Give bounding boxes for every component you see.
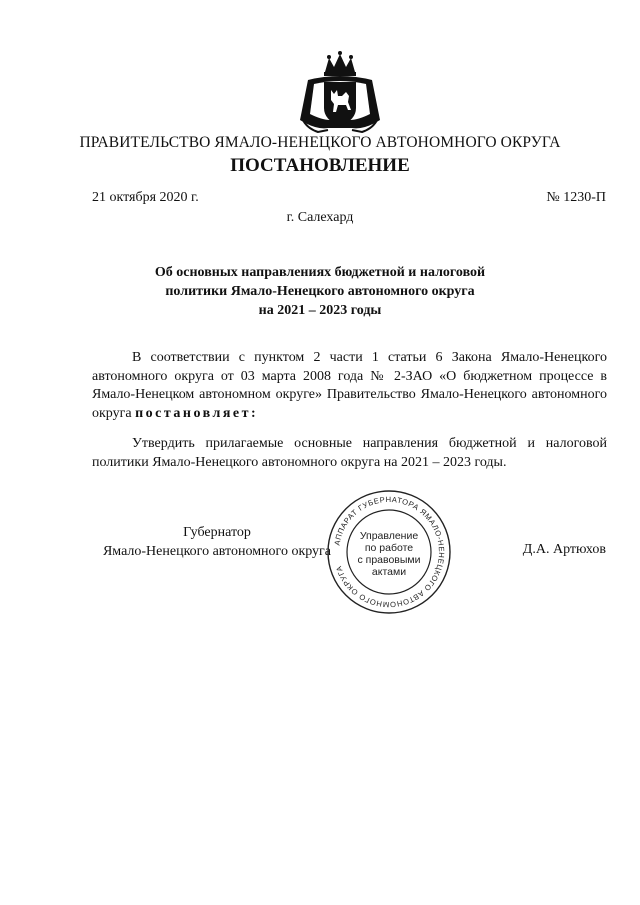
document-type: ПОСТАНОВЛЕНИЕ (230, 155, 410, 176)
stamp-line: с правовыми (357, 554, 421, 566)
document-number: № 1230-П (546, 190, 606, 205)
resolution-paragraph: Утвердить прилагаемые основные направления бюджетной и налоговой политики Ямало-Ненецкого автономного округа на 2021 – 2023 годы. (92, 436, 607, 470)
signatory-title (92, 524, 342, 561)
signatory-title-line: Ямало-Ненецкого автономного округа (102, 543, 332, 559)
document-city: г. Салехард (286, 210, 354, 225)
stamp-line: актами (371, 566, 407, 578)
preamble-text: В соответствии с пунктом 2 части 1 статьи 6 Закона Ямало-Ненецкого автономного округа от 03 марта 2008 года № 2-ЗАО «О бюджетном процессе в Ямало-Ненецком автономном округе» Правительство Ямало-Ненецкого автономного округа (92, 350, 607, 421)
signatory-title-line: Губернатор (183, 525, 251, 540)
title-line: политики Ямало-Ненецкого автономного округа (165, 284, 475, 299)
preamble-paragraph (92, 349, 607, 423)
authority-name: ПРАВИТЕЛЬСТВО ЯМАЛО-НЕНЕЦКОГО АВТОНОМНОГО ОКРУГА (79, 134, 561, 151)
title-line: на 2021 – 2023 годы (258, 303, 382, 318)
svg-text:АППАРАТ ГУБЕРНАТОРА ЯМАЛО-НЕНЕ: АППАРАТ ГУБЕРНАТОРА ЯМАЛО-НЕНЕЦКОГО АВТОНОМНОГО ОКРУГА (332, 494, 447, 610)
coat-of-arms-emblem (294, 50, 386, 140)
stamp-center-text (349, 530, 429, 578)
document-title (120, 263, 520, 320)
document-date: 21 октября 2020 г. (92, 190, 199, 205)
signatory-name: Д.А. Артюхов (522, 542, 606, 557)
stamp-line: по работе (364, 542, 414, 554)
decree-word: постановляет: (135, 405, 259, 421)
stamp-line: Управление (359, 530, 419, 542)
title-line: Об основных направлениях бюджетной и налоговой (154, 265, 486, 280)
